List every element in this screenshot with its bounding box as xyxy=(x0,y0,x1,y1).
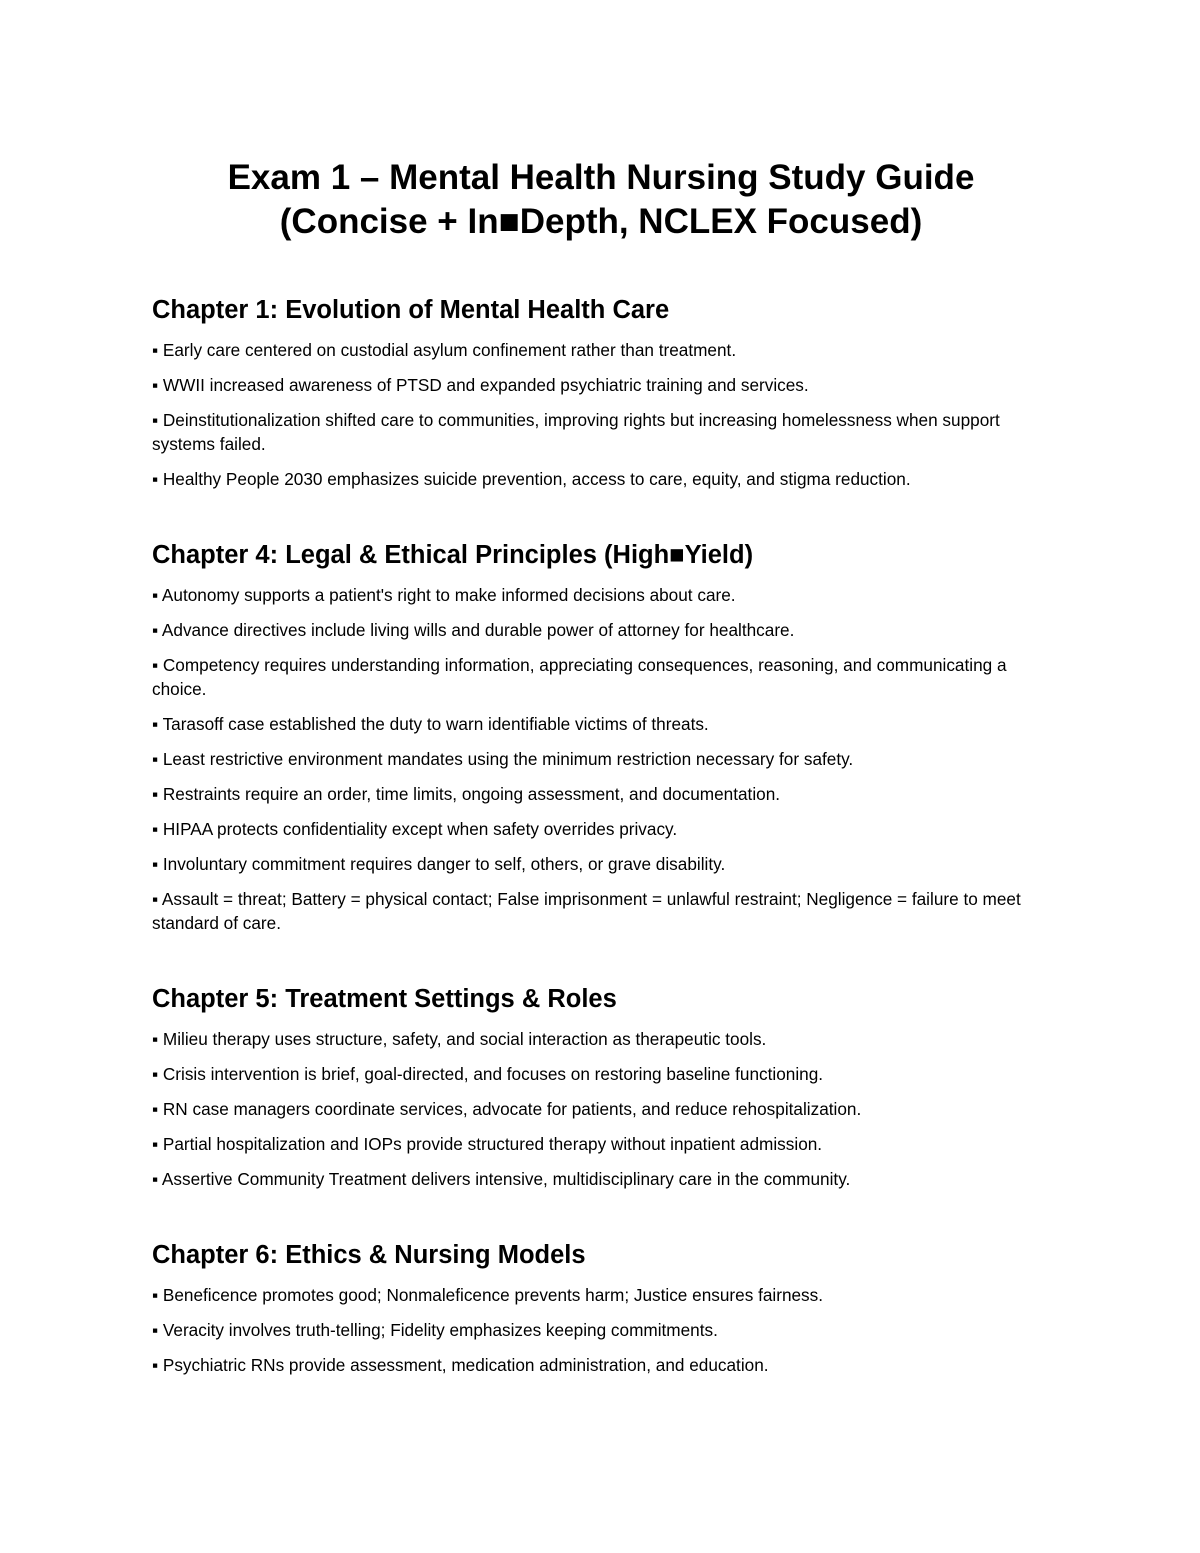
bullet-icon: ▪ xyxy=(152,375,159,395)
bullet-icon: ▪ xyxy=(152,1355,159,1375)
bullet-text: RN case managers coordinate services, advocate for patients, and reduce rehospitalization. xyxy=(162,1099,862,1119)
document-title-line-1: Exam 1 – Mental Health Nursing Study Guide xyxy=(227,158,975,197)
chapter-heading: Chapter 4: Legal & Ethical Principles (High■Yield) xyxy=(152,541,754,569)
bullet-icon: ▪ xyxy=(152,784,159,804)
bullet-item xyxy=(152,1132,1050,1156)
bullet-icon: ▪ xyxy=(152,620,159,640)
bullet-text: Assault = threat; Battery = physical contact; False imprisonment = unlawful restraint; Negligence = failure to meet standard of care. xyxy=(152,889,1021,933)
bullet-text: Tarasoff case established the duty to warn identifiable victims of threats. xyxy=(162,714,709,734)
bullet-icon: ▪ xyxy=(152,1029,159,1049)
bullet-list xyxy=(152,338,1050,491)
bullet-icon: ▪ xyxy=(152,340,159,360)
bullet-item xyxy=(152,1027,1050,1051)
chapter-heading: Chapter 1: Evolution of Mental Health Care xyxy=(152,296,670,324)
bullet-item xyxy=(152,1353,1050,1377)
bullet-item xyxy=(152,712,1050,736)
chapter-section xyxy=(152,294,1050,491)
chapters-container xyxy=(152,294,1050,1377)
bullet-text: Advance directives include living wills and durable power of attorney for healthcare. xyxy=(161,620,795,640)
bullet-text: Involuntary commitment requires danger to self, others, or grave disability. xyxy=(162,854,726,874)
document-title-line-2: (Concise + In■Depth, NCLEX Focused) xyxy=(279,202,923,241)
bullet-item xyxy=(152,1167,1050,1191)
bullet-icon: ▪ xyxy=(152,585,159,605)
bullet-item xyxy=(152,583,1050,607)
chapter-section xyxy=(152,1239,1050,1377)
bullet-text: Competency requires understanding information, appreciating consequences, reasoning, and communicating a choice. xyxy=(152,655,1007,699)
bullet-text: HIPAA protects confidentiality except when safety overrides privacy. xyxy=(162,819,678,839)
bullet-icon: ▪ xyxy=(152,1064,159,1084)
bullet-text: Milieu therapy uses structure, safety, and social interaction as therapeutic tools. xyxy=(162,1029,767,1049)
bullet-icon: ▪ xyxy=(152,749,159,769)
bullet-text: Veracity involves truth-telling; Fidelity emphasizes keeping commitments. xyxy=(162,1320,718,1340)
bullet-item xyxy=(152,618,1050,642)
bullet-text: Partial hospitalization and IOPs provide structured therapy without inpatient admission. xyxy=(162,1134,823,1154)
chapter-heading: Chapter 5: Treatment Settings & Roles xyxy=(152,985,617,1013)
bullet-text: Deinstitutionalization shifted care to communities, improving rights but increasing homelessness when support systems failed. xyxy=(152,410,1000,454)
bullet-item xyxy=(152,338,1050,362)
bullet-text: Early care centered on custodial asylum confinement rather than treatment. xyxy=(162,340,737,360)
bullet-item xyxy=(152,1283,1050,1307)
bullet-icon: ▪ xyxy=(152,1099,159,1119)
chapter-heading: Chapter 6: Ethics & Nursing Models xyxy=(152,1241,586,1269)
bullet-item xyxy=(152,1062,1050,1086)
document-title xyxy=(152,156,1050,244)
bullet-text: Psychiatric RNs provide assessment, medication administration, and education. xyxy=(162,1355,769,1375)
bullet-item xyxy=(152,653,1050,701)
bullet-icon: ▪ xyxy=(152,854,159,874)
bullet-text: Assertive Community Treatment delivers intensive, multidisciplinary care in the community. xyxy=(161,1169,851,1189)
bullet-item xyxy=(152,782,1050,806)
bullet-item xyxy=(152,467,1050,491)
bullet-icon: ▪ xyxy=(152,1285,159,1305)
bullet-text: Healthy People 2030 emphasizes suicide prevention, access to care, equity, and stigma reduction. xyxy=(162,469,911,489)
bullet-icon: ▪ xyxy=(152,655,159,675)
bullet-icon: ▪ xyxy=(152,1169,159,1189)
bullet-item xyxy=(152,1097,1050,1121)
bullet-text: Least restrictive environment mandates using the minimum restriction necessary for safety. xyxy=(162,749,854,769)
bullet-text: Restraints require an order, time limits, ongoing assessment, and documentation. xyxy=(162,784,781,804)
bullet-icon: ▪ xyxy=(152,714,159,734)
bullet-icon: ▪ xyxy=(152,1320,159,1340)
bullet-text: Crisis intervention is brief, goal-directed, and focuses on restoring baseline functioning. xyxy=(162,1064,824,1084)
bullet-text: Autonomy supports a patient's right to make informed decisions about care. xyxy=(161,585,736,605)
bullet-icon: ▪ xyxy=(152,410,159,430)
chapter-section xyxy=(152,983,1050,1191)
bullet-item xyxy=(152,852,1050,876)
bullet-icon: ▪ xyxy=(152,889,159,909)
bullet-text: Beneficence promotes good; Nonmaleficence prevents harm; Justice ensures fairness. xyxy=(162,1285,824,1305)
chapter-section xyxy=(152,539,1050,935)
bullet-text: WWII increased awareness of PTSD and expanded psychiatric training and services. xyxy=(162,375,809,395)
bullet-list xyxy=(152,1283,1050,1377)
bullet-list xyxy=(152,583,1050,935)
bullet-item xyxy=(152,373,1050,397)
bullet-list xyxy=(152,1027,1050,1191)
bullet-item xyxy=(152,887,1050,935)
bullet-item xyxy=(152,747,1050,771)
bullet-item xyxy=(152,1318,1050,1342)
bullet-icon: ▪ xyxy=(152,819,159,839)
bullet-item xyxy=(152,817,1050,841)
bullet-item xyxy=(152,408,1050,456)
bullet-icon: ▪ xyxy=(152,1134,159,1154)
bullet-icon: ▪ xyxy=(152,469,159,489)
